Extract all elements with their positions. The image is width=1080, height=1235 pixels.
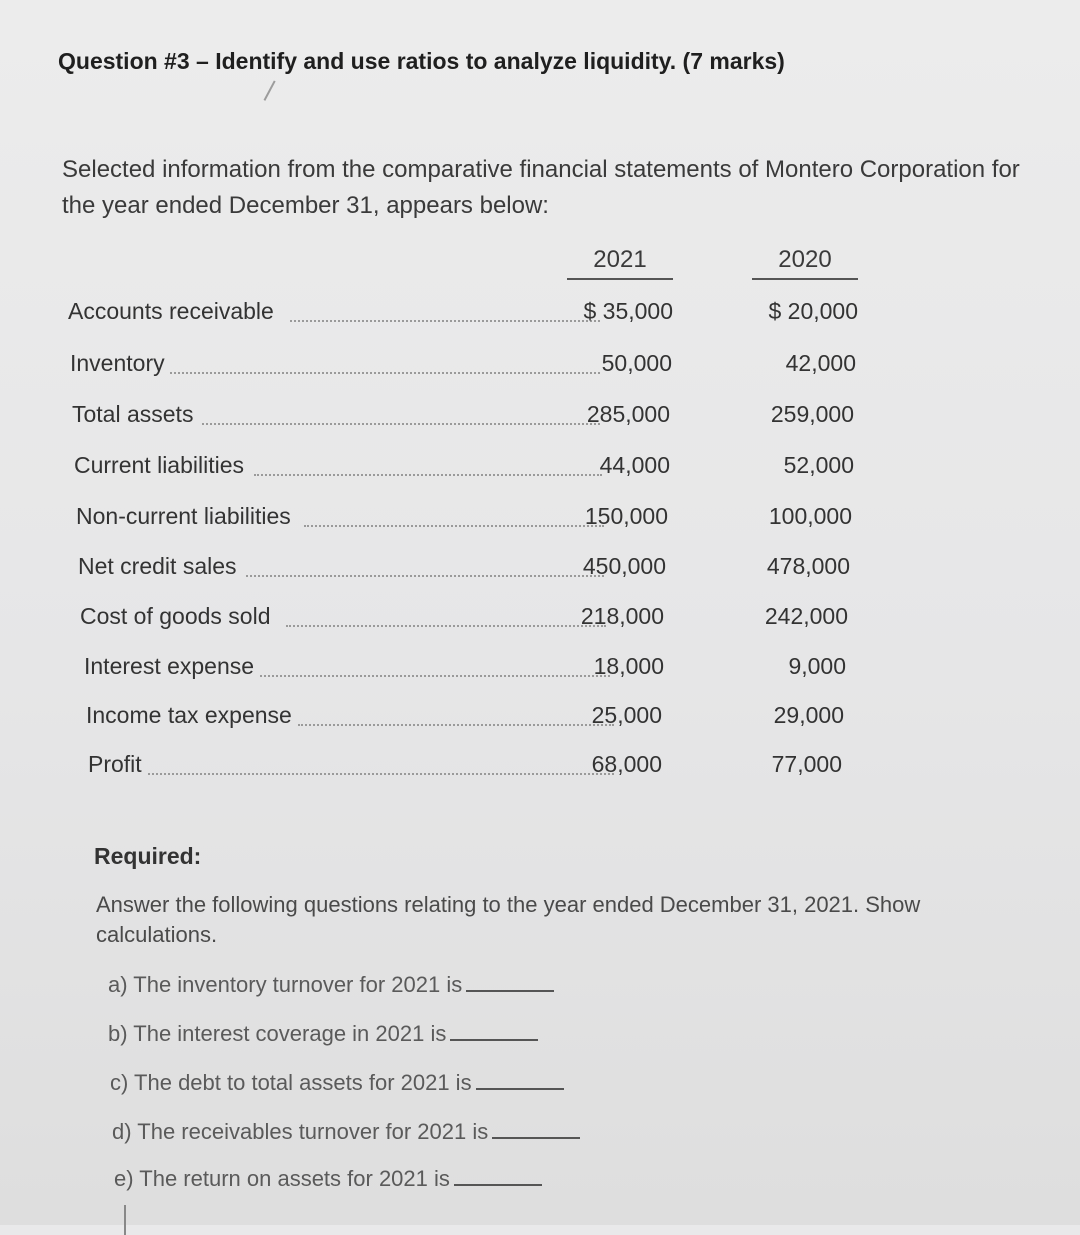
value-2021: 50,000	[601, 350, 672, 376]
value-2020: 77,000	[771, 751, 842, 777]
table-row	[78, 553, 878, 587]
question-e	[114, 1166, 542, 1192]
question-b-text: b) The interest coverage in 2021 is	[108, 1021, 447, 1046]
required-label: Required:	[94, 843, 202, 869]
question-d	[112, 1119, 580, 1145]
value-2020: 29,000	[773, 702, 844, 728]
question-a-text: a) The inventory turnover for 2021 is	[108, 972, 463, 997]
table-row	[84, 653, 884, 687]
question-e-text: e) The return on assets for 2021 is	[114, 1166, 450, 1191]
value-2020: 478,000	[766, 553, 850, 579]
table-row	[68, 298, 868, 332]
year-header-2020: 2020	[752, 246, 858, 280]
answer-blank-c[interactable]	[476, 1070, 564, 1090]
question-a	[108, 972, 554, 998]
intro-paragraph: Selected information from the comparative financial statements of Montero Corporation for the year ended December 31, appears below:	[62, 156, 1020, 219]
row-label: Total assets	[72, 401, 194, 427]
question-c	[110, 1070, 564, 1096]
value-2021: 68,000	[591, 751, 662, 777]
year-header-2021: 2021	[567, 246, 673, 280]
answer-blank-e[interactable]	[454, 1166, 542, 1186]
value-2021: 18,000	[593, 653, 664, 679]
row-label: Current liabilities	[74, 452, 245, 478]
table-row	[76, 503, 876, 537]
value-2020: 259,000	[770, 401, 854, 427]
value-2021: 450,000	[582, 553, 666, 579]
value-2020: 52,000	[783, 452, 854, 478]
table-row	[86, 702, 886, 736]
question-d-text: d) The receivables turnover for 2021 is	[112, 1119, 489, 1144]
row-label: Inventory	[70, 350, 165, 376]
value-2021: 218,000	[580, 603, 664, 629]
table-row	[74, 452, 874, 486]
question-heading: Question #3 – Identify and use ratios to analyze liquidity. (7 marks)	[58, 48, 785, 74]
row-label: Income tax expense	[86, 702, 292, 728]
value-2021: $ 35,000	[583, 298, 673, 324]
value-2020: $ 20,000	[768, 298, 858, 324]
pen-mark	[264, 80, 285, 105]
value-2020: 100,000	[768, 503, 852, 529]
value-2020: 9,000	[788, 653, 846, 679]
value-2020: 242,000	[764, 603, 848, 629]
answer-blank-b[interactable]	[450, 1021, 538, 1041]
required-instructions: Answer the following questions relating to the year ended December 31, 2021. Show calculations.	[96, 892, 921, 947]
question-b	[108, 1021, 538, 1047]
row-label: Non-current liabilities	[76, 503, 291, 529]
table-row	[70, 350, 870, 384]
value-2021: 150,000	[584, 503, 668, 529]
answer-blank-d[interactable]	[492, 1119, 580, 1139]
table-row	[72, 401, 872, 435]
value-2020: 42,000	[785, 350, 856, 376]
row-label: Profit	[88, 751, 142, 777]
table-row	[88, 751, 888, 785]
row-label: Accounts receivable	[68, 298, 274, 324]
value-2021: 25,000	[591, 702, 662, 728]
answer-blank-a[interactable]	[466, 972, 554, 992]
row-label: Cost of goods sold	[80, 603, 271, 629]
row-label: Interest expense	[84, 653, 255, 679]
row-label: Net credit sales	[78, 553, 237, 579]
value-2021: 285,000	[586, 401, 670, 427]
question-c-text: c) The debt to total assets for 2021 is	[110, 1070, 472, 1095]
cursor-mark	[124, 1205, 126, 1235]
table-row	[80, 603, 880, 637]
value-2021: 44,000	[599, 452, 670, 478]
